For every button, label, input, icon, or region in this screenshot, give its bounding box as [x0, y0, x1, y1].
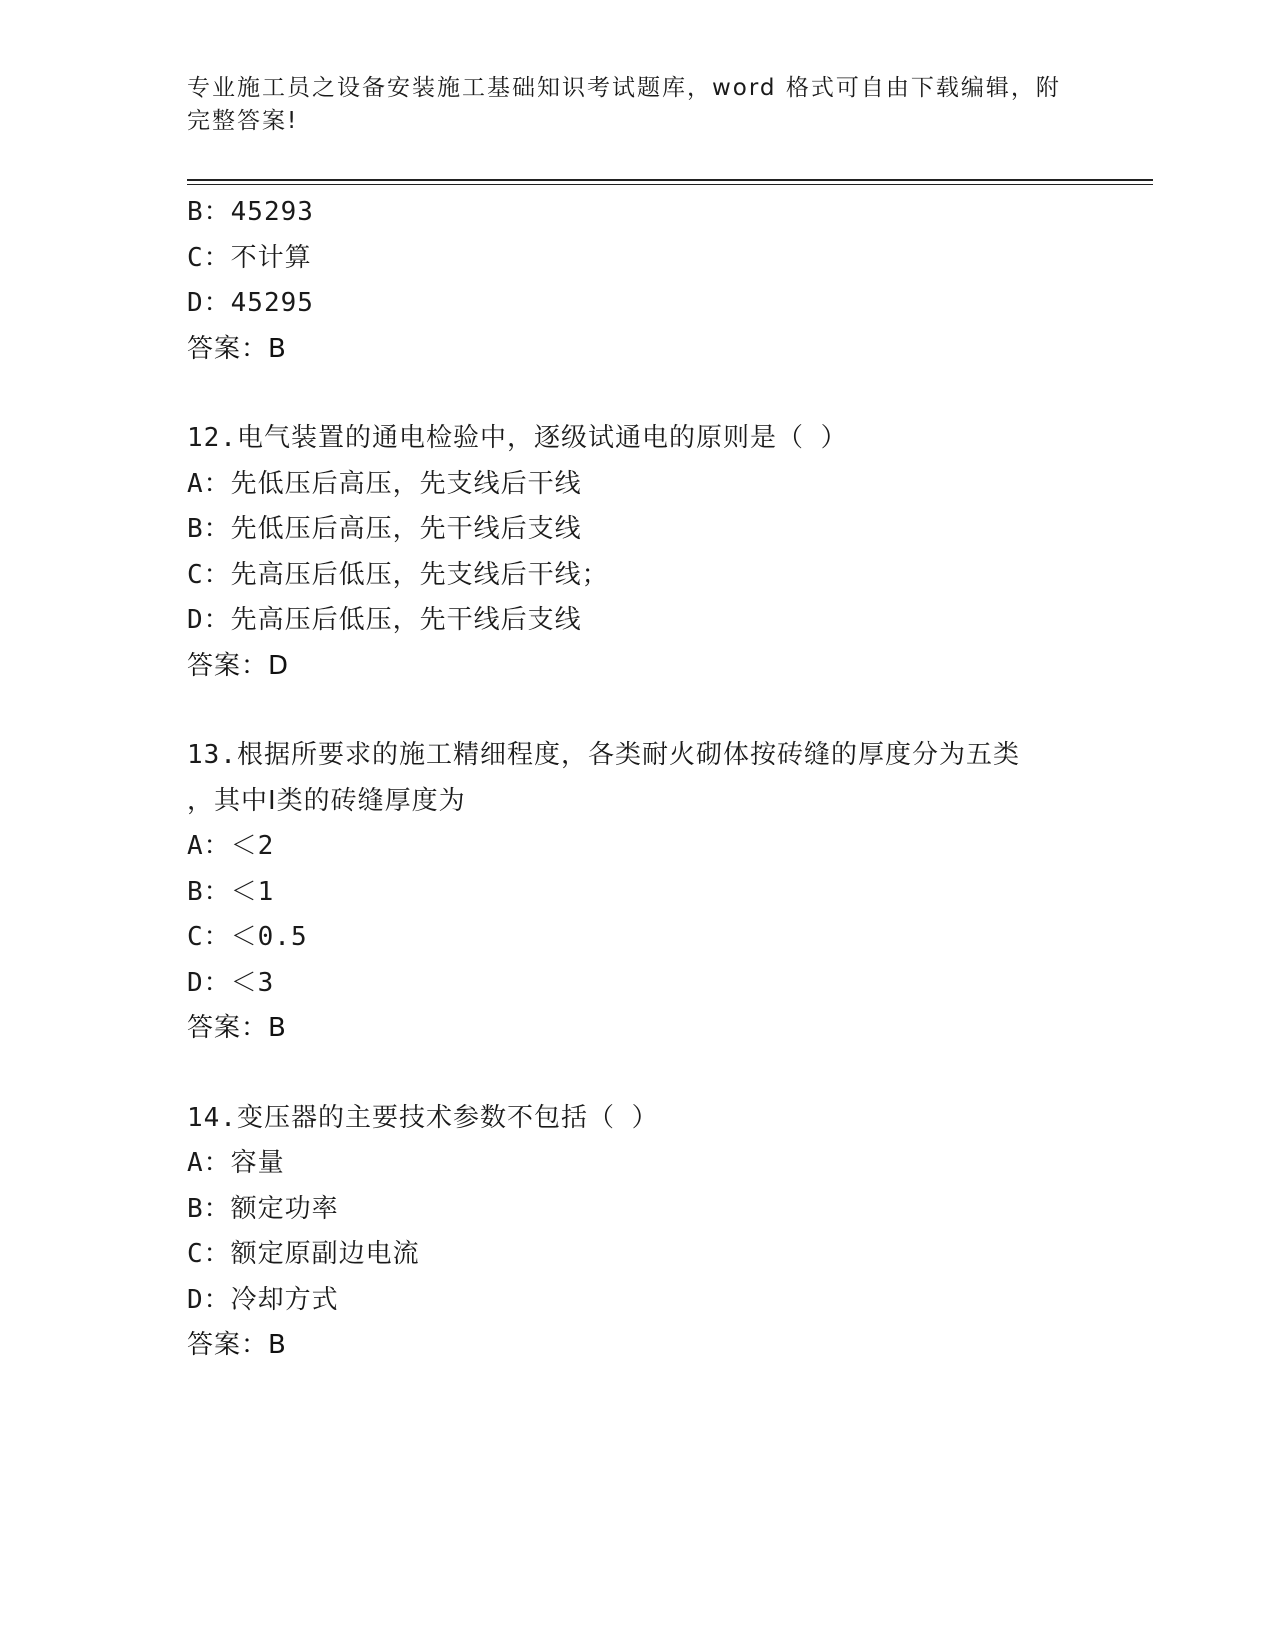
- answer-line: 答案：D: [187, 650, 290, 681]
- question-12: [187, 416, 1087, 689]
- option-c: C：先高压后低压，先支线后干线；: [187, 559, 609, 590]
- option-b: B：45293: [187, 197, 314, 227]
- question-14: [187, 1096, 1087, 1369]
- option-b: B：＜1: [187, 876, 275, 907]
- header-divider: [187, 179, 1153, 185]
- option-d: D：45295: [187, 288, 314, 318]
- question-text-continued: ，其中Ⅰ类的砖缝厚度为: [187, 785, 466, 816]
- question-13: [187, 733, 1087, 1052]
- option-c: C：＜0.5: [187, 922, 308, 952]
- partial-question: [187, 190, 1087, 372]
- option-a: A：容量: [187, 1148, 285, 1178]
- option-d: D：冷却方式: [187, 1284, 339, 1315]
- document-body: [187, 190, 1087, 1369]
- answer-line: 答案：B: [187, 1013, 287, 1043]
- answer-line: 答案：B: [187, 333, 287, 364]
- option-a: A：＜2: [187, 831, 275, 861]
- option-d: D：＜3: [187, 967, 275, 998]
- option-b: B：额定功率: [187, 1193, 339, 1224]
- question-text: 13.根据所要求的施工精细程度，各类耐火砌体按砖缝的厚度分为五类: [187, 740, 1020, 770]
- page-header: 专业施工员之设备安装施工基础知识考试题库，word 格式可自由下载编辑，附完整答案!: [187, 75, 1061, 134]
- option-c: C：额定原副边电流: [187, 1239, 420, 1269]
- option-c: C：不计算: [187, 242, 312, 273]
- answer-line: 答案：B: [187, 1330, 287, 1360]
- option-a: A：先低压后高压，先支线后干线: [187, 468, 582, 499]
- option-d: D：先高压后低压，先干线后支线: [187, 605, 582, 635]
- option-b: B：先低压后高压，先干线后支线: [187, 514, 582, 544]
- question-text: 14.变压器的主要技术参数不包括（ ）: [187, 1102, 659, 1133]
- question-text: 12.电气装置的通电检验中，逐级试通电的原则是（ ）: [187, 423, 848, 453]
